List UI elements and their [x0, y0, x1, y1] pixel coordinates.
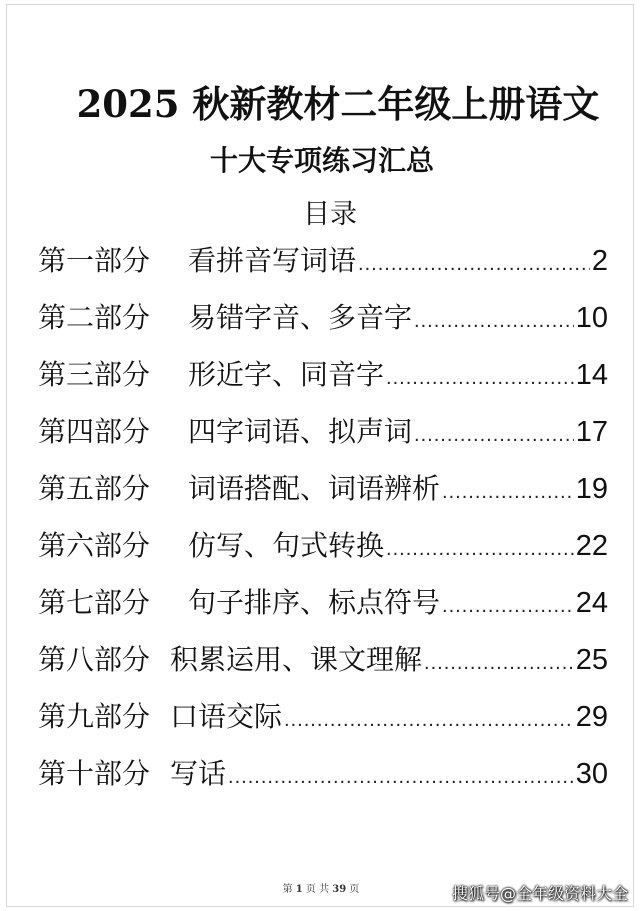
- dot-leader: [386, 521, 574, 578]
- footer-current-page: 1: [295, 884, 303, 895]
- toc-part-label: 第七部分: [38, 586, 151, 619]
- toc-part-label: 第五部分: [38, 472, 151, 505]
- table-of-contents: [38, 232, 608, 802]
- document-subtitle: 十大专项练习汇总: [209, 144, 434, 177]
- toc-page-number: 17: [575, 416, 608, 448]
- dot-leader: [424, 635, 574, 692]
- toc-entry[interactable]: [38, 346, 608, 403]
- toc-part-label: 第八部分: [38, 643, 151, 676]
- footer-middle: 页 共: [305, 884, 330, 895]
- toc-page-number: 14: [575, 359, 608, 391]
- toc-part-label: 第四部分: [38, 415, 151, 448]
- footer-total-pages: 39: [332, 884, 347, 895]
- dot-leader: [228, 749, 574, 806]
- toc-entry[interactable]: [38, 745, 608, 802]
- dot-leader: [414, 407, 574, 464]
- footer-suffix: 页: [349, 884, 360, 895]
- toc-entry[interactable]: [38, 517, 608, 574]
- document-title: 2025 秋新教材二年级上册语文: [76, 82, 600, 126]
- toc-part-label: 第六部分: [38, 529, 151, 562]
- toc-part-label: 第三部分: [38, 358, 151, 391]
- toc-entry[interactable]: [38, 232, 608, 289]
- toc-entry[interactable]: [38, 289, 608, 346]
- toc-page-number: 29: [575, 701, 608, 733]
- toc-page-number: 22: [575, 530, 608, 562]
- dot-leader: [414, 293, 574, 350]
- toc-topic: 形近字、同音字: [188, 358, 385, 391]
- toc-topic: 仿写、句式转换: [188, 529, 385, 562]
- toc-topic: 看拼音写词语: [188, 244, 357, 277]
- toc-topic: 口语交际: [170, 700, 283, 733]
- toc-topic: 词语搭配、词语辨析: [188, 472, 441, 505]
- toc-page-number: 10: [575, 302, 608, 334]
- dot-leader: [442, 578, 574, 635]
- toc-part-label: 第九部分: [38, 700, 151, 733]
- toc-topic: 句子排序、标点符号: [188, 586, 441, 619]
- toc-topic: 写话: [170, 757, 227, 790]
- footer-prefix: 第: [282, 884, 293, 895]
- dot-leader: [386, 350, 574, 407]
- toc-page-number: 30: [575, 758, 608, 790]
- toc-page-number: 25: [575, 644, 608, 676]
- toc-entry[interactable]: [38, 688, 608, 745]
- toc-part-label: 第二部分: [38, 301, 151, 334]
- toc-topic: 四字词语、拟声词: [188, 415, 413, 448]
- toc-page-number: 2: [591, 245, 608, 277]
- toc-entry[interactable]: [38, 574, 608, 631]
- toc-heading: 目录: [303, 199, 357, 230]
- toc-part-label: 第一部分: [38, 244, 151, 277]
- dot-leader: [358, 236, 590, 293]
- toc-page-number: 19: [575, 473, 608, 505]
- toc-topic: 积累运用、课文理解: [170, 643, 423, 676]
- dot-leader: [284, 692, 574, 749]
- dot-leader: [442, 464, 574, 521]
- toc-entry[interactable]: [38, 403, 608, 460]
- toc-part-label: 第十部分: [38, 757, 151, 790]
- toc-entry[interactable]: [38, 460, 608, 517]
- source-watermark: 搜狐号@全年级资料大全: [451, 884, 628, 903]
- toc-topic: 易错字音、多音字: [188, 301, 413, 334]
- toc-page-number: 24: [575, 587, 608, 619]
- toc-entry[interactable]: [38, 631, 608, 688]
